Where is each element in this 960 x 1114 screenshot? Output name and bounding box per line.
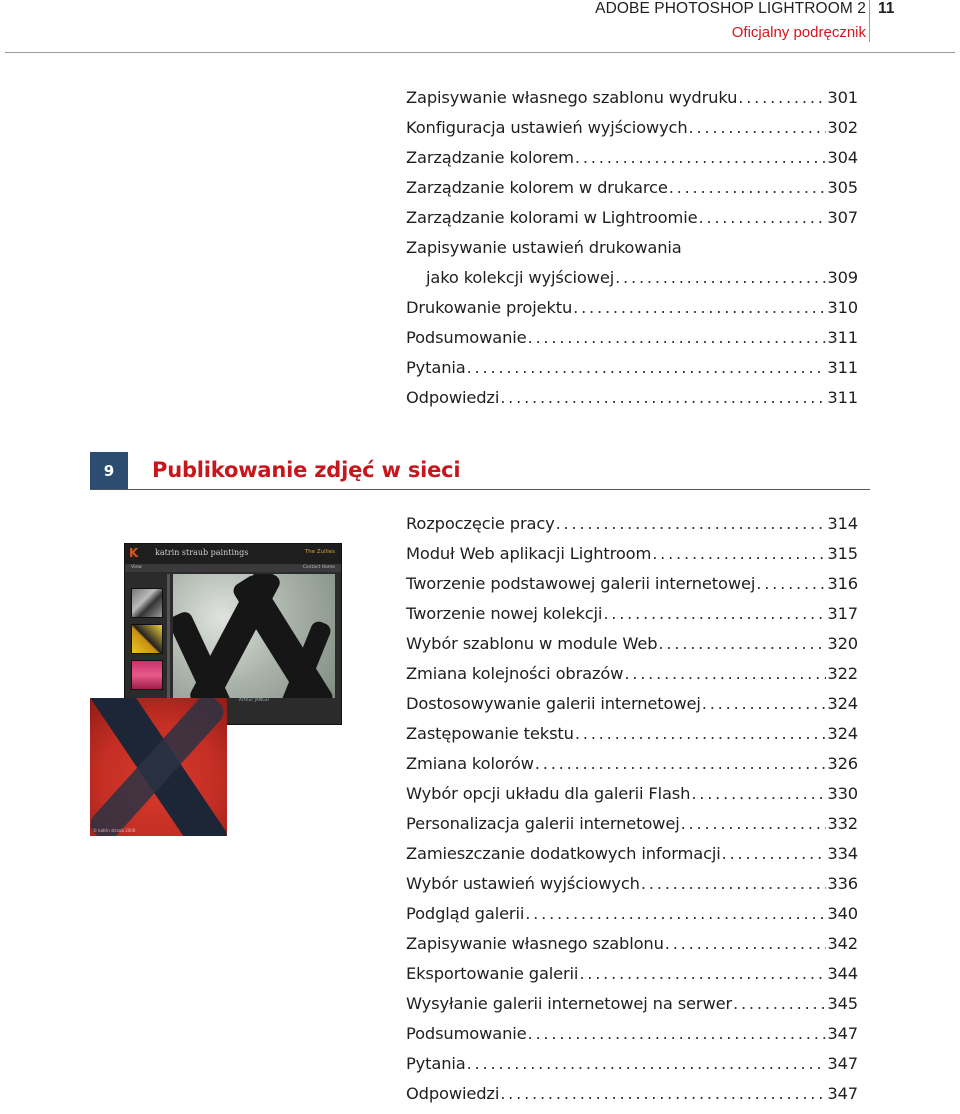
toc-entry-page: 305: [827, 178, 858, 197]
toc-entry-title: Podsumowanie: [406, 1024, 527, 1043]
toc-leader: [681, 814, 827, 833]
gallery-thumbnail: [131, 660, 163, 690]
toc-leader: [756, 574, 826, 593]
toc-entry[interactable]: [406, 268, 858, 298]
toc-entry[interactable]: [406, 118, 858, 148]
toc-leader: [669, 178, 827, 197]
toc-entry-page: 310: [827, 298, 858, 317]
toc-entry-title: Podsumowanie: [406, 328, 527, 347]
toc-entry[interactable]: [406, 604, 858, 634]
toc-entry[interactable]: [406, 964, 858, 994]
toc-entry-title: Pytania: [406, 358, 466, 377]
gallery-thumbnail: [131, 624, 163, 654]
toc-entry-page: 340: [827, 904, 858, 923]
toc-entry-page: 332: [827, 814, 858, 833]
toc-entry-title: Zarządzanie kolorem w drukarce: [406, 178, 668, 197]
toc-entry-title: Wysyłanie galerii internetowej na serwer: [406, 994, 733, 1013]
toc-entry[interactable]: [406, 328, 858, 358]
lesson-title: Publikowanie zdjęć w sieci: [152, 458, 461, 482]
toc-entry-page: 324: [827, 724, 858, 743]
toc-leader: [698, 208, 826, 227]
red-painting-image: [90, 698, 227, 836]
toc-entry-title: jako kolekcji wyjściowej: [426, 268, 615, 287]
toc-leader: [702, 694, 827, 713]
toc-entry-title: Zamieszczanie dodatkowych informacji: [406, 844, 721, 863]
toc-entry[interactable]: [406, 1054, 858, 1084]
toc-leader: [525, 904, 826, 923]
toc-leader: [500, 388, 826, 407]
toc-entry[interactable]: [406, 904, 858, 934]
toc-entry-page: 309: [827, 268, 858, 287]
lesson-illustration: [90, 543, 340, 836]
toc-entry[interactable]: [406, 724, 858, 754]
toc-entry-title: Moduł Web aplikacji Lightroom: [406, 544, 652, 563]
toc-entry[interactable]: [406, 1084, 858, 1114]
gallery-logo-icon: K: [129, 546, 139, 560]
page-number: 11: [878, 0, 895, 17]
toc-leader: [575, 148, 826, 167]
toc-entry[interactable]: [406, 994, 858, 1024]
gallery-menu-left: View: [131, 565, 142, 570]
toc-entry-title: Tworzenie podstawowej galerii internetowej: [406, 574, 756, 593]
book-title: ADOBE PHOTOSHOP LIGHTROOM 2: [595, 0, 866, 17]
gallery-site-name: katrin straub paintings: [155, 548, 249, 557]
toc-entry[interactable]: [406, 634, 858, 664]
toc-entry-page: 326: [827, 754, 858, 773]
toc-entry-title: Odpowiedzi: [406, 1084, 500, 1103]
running-header: [0, 0, 960, 56]
gallery-caption-text: Arthur JANGU: [238, 698, 270, 703]
toc-entry-title: Zapisywanie własnego szablonu wydruku: [406, 88, 738, 107]
toc-entry-title: Personalizacja galerii internetowej: [406, 814, 680, 833]
toc-leader: [738, 88, 826, 107]
toc-leader: [556, 514, 827, 533]
toc-leader: [722, 844, 827, 863]
lesson-rule: [90, 489, 870, 490]
toc-leader: [467, 1054, 827, 1073]
toc-entry[interactable]: [406, 298, 858, 328]
toc-entry-title: Zarządzanie kolorami w Lightroomie: [406, 208, 698, 227]
toc-entry-title: Odpowiedzi: [406, 388, 500, 407]
toc-entry-title: Zastępowanie tekstu: [406, 724, 574, 743]
toc-entry[interactable]: [406, 574, 858, 604]
image-credit: © katrin straub 2008: [93, 828, 136, 833]
toc-entry-page: 315: [827, 544, 858, 563]
toc-leader: [733, 994, 826, 1013]
toc-entry[interactable]: [406, 148, 858, 178]
toc-list-lesson-9: [406, 514, 858, 1114]
toc-entry[interactable]: [406, 358, 858, 388]
toc-entry-title: Zmiana kolejności obrazów: [406, 664, 624, 683]
toc-entry-page: 301: [827, 88, 858, 107]
toc-entry-title: Pytania: [406, 1054, 466, 1073]
toc-leader: [658, 634, 826, 653]
toc-entry[interactable]: [406, 178, 858, 208]
toc-entry-page: 307: [827, 208, 858, 227]
toc-entry-page: 330: [827, 784, 858, 803]
toc-leader: [641, 874, 827, 893]
toc-entry[interactable]: [406, 208, 858, 238]
toc-entry-title: Zapisywanie własnego szablonu: [406, 934, 664, 953]
toc-leader: [573, 298, 826, 317]
toc-entry-title: Zarządzanie kolorem: [406, 148, 574, 167]
toc-entry-title: Eksportowanie galerii: [406, 964, 579, 983]
toc-entry[interactable]: [406, 238, 858, 268]
toc-leader: [500, 1084, 826, 1103]
toc-entry-title: Zapisywanie ustawień drukowania: [406, 238, 682, 257]
toc-entry[interactable]: [406, 844, 858, 874]
toc-leader: [467, 358, 827, 377]
toc-leader: [665, 934, 827, 953]
toc-entry-page: 302: [827, 118, 858, 137]
toc-entry-title: Wybór szablonu w module Web: [406, 634, 658, 653]
gallery-scrollbar: [167, 574, 170, 714]
toc-entry-title: Wybór ustawień wyjściowych: [406, 874, 640, 893]
toc-entry[interactable]: [406, 754, 858, 784]
toc-entry-page: 324: [827, 694, 858, 713]
toc-leader: [603, 604, 826, 623]
toc-entry[interactable]: [406, 874, 858, 904]
toc-list-previous-lesson: [406, 88, 858, 418]
toc-entry[interactable]: [406, 664, 858, 694]
toc-entry-page: 320: [827, 634, 858, 653]
toc-entry-page: 334: [827, 844, 858, 863]
toc-entry-title: Konfiguracja ustawień wyjściowych: [406, 118, 688, 137]
toc-leader: [575, 724, 827, 743]
toc-entry[interactable]: [406, 544, 858, 574]
header-separator: [869, 0, 870, 42]
toc-leader: [528, 328, 827, 347]
toc-entry-page: 314: [827, 514, 858, 533]
toc-entry-page: 311: [827, 358, 858, 377]
toc-entry-page: 311: [827, 328, 858, 347]
toc-entry[interactable]: [406, 814, 858, 844]
toc-entry[interactable]: [406, 1024, 858, 1054]
toc-entry-page: 342: [827, 934, 858, 953]
toc-entry[interactable]: [406, 934, 858, 964]
toc-entry-title: Dostosowywanie galerii internetowej: [406, 694, 701, 713]
toc-entry-title: Rozpoczęcie pracy: [406, 514, 555, 533]
toc-entry-title: Wybór opcji układu dla galerii Flash: [406, 784, 691, 803]
toc-leader: [579, 964, 826, 983]
toc-leader: [615, 268, 826, 287]
gallery-thumbnail: [131, 588, 163, 618]
toc-entry-page: 347: [827, 1084, 858, 1103]
toc-leader: [691, 784, 826, 803]
book-subtitle: Oficjalny podręcznik: [731, 24, 866, 41]
toc-entry[interactable]: [406, 88, 858, 118]
toc-entry-page: 347: [827, 1054, 858, 1073]
toc-entry-page: 347: [827, 1024, 858, 1043]
toc-leader: [652, 544, 826, 563]
toc-entry-title: Drukowanie projektu: [406, 298, 573, 317]
gallery-menu: [125, 564, 341, 572]
toc-entry-page: 311: [827, 388, 858, 407]
gallery-menu-right: Contact Home: [302, 565, 335, 570]
toc-entry-page: 316: [827, 574, 858, 593]
toc-leader: [528, 1024, 827, 1043]
toc-entry[interactable]: [406, 694, 858, 724]
toc-entry[interactable]: [406, 388, 858, 418]
toc-leader: [689, 118, 827, 137]
toc-entry-page: 317: [827, 604, 858, 623]
toc-entry-title: Podgląd galerii: [406, 904, 525, 923]
toc-leader: [535, 754, 827, 773]
toc-entry-page: 322: [827, 664, 858, 683]
toc-entry-page: 344: [827, 964, 858, 983]
toc-entry-page: 304: [827, 148, 858, 167]
header-rule: [5, 52, 955, 53]
gallery-header: [125, 544, 341, 564]
toc-entry-title: Tworzenie nowej kolekcji: [406, 604, 603, 623]
toc-leader: [624, 664, 826, 683]
toc-entry-page: 345: [827, 994, 858, 1013]
toc-entry[interactable]: [406, 514, 858, 544]
toc-entry-title: Zmiana kolorów: [406, 754, 534, 773]
toc-entry-page: 336: [827, 874, 858, 893]
toc-entry[interactable]: [406, 784, 858, 814]
gallery-site-link: The Zullies: [304, 549, 335, 555]
lesson-number-badge: 9: [90, 452, 128, 490]
